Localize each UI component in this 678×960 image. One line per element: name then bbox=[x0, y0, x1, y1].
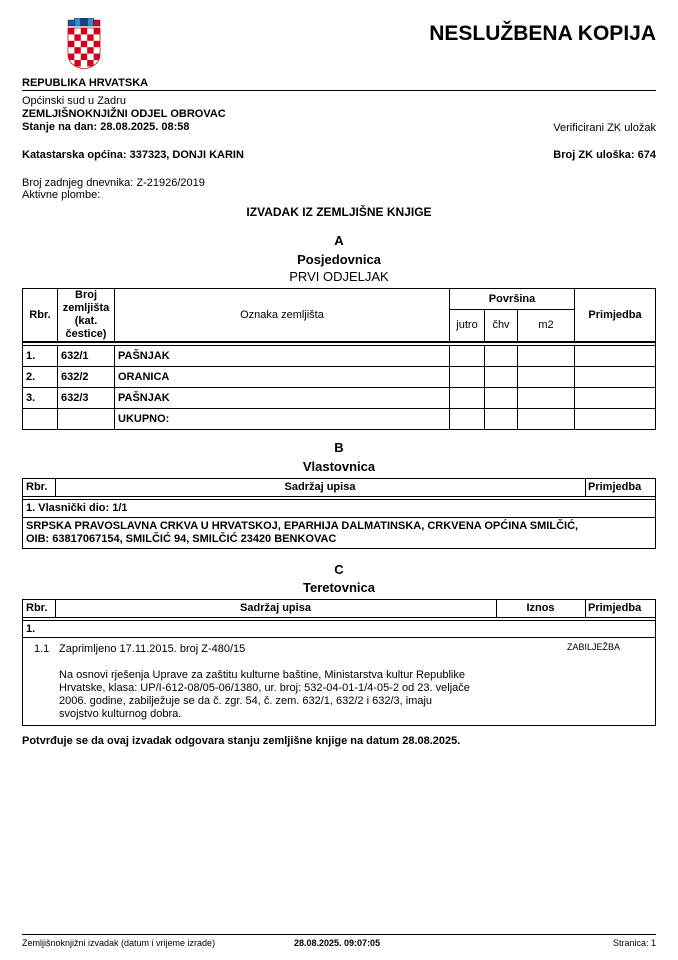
col-rbr: Rbr. bbox=[26, 481, 48, 493]
row-oznaka: PAŠNJAK bbox=[115, 388, 450, 409]
extract-title: IZVADAK IZ ZEMLJIŠNE KNJIGE bbox=[246, 205, 432, 219]
row-broj: 632/3 bbox=[58, 388, 115, 409]
col-broj: Broj zemljišta (kat. čestice) bbox=[58, 289, 115, 343]
col-primjedba: Primjedba bbox=[588, 602, 642, 614]
col-chv: čhv bbox=[485, 309, 518, 342]
section-b-name: Vlastovnica bbox=[302, 459, 376, 474]
received-line: Zaprimljeno 17.11.2015. broj Z-480/15 bbox=[59, 643, 246, 655]
confirmation-text: Potvrđuje se da ovaj izvadak odgovara stanju zemljišne knjige na datum 28.08.2025. bbox=[22, 735, 461, 747]
owner-name: SRPSKA PRAVOSLAVNA CRKVA U HRVATSKOJ, EPARHIJA DALMATINSKA, CRKVENA OPĆINA SMILČIĆ, OIB: 63817067154, SMILČIĆ 94, SMILČIĆ 23420 BENKOVAC bbox=[26, 520, 579, 545]
header-divider bbox=[22, 90, 656, 91]
col-sadrzaj: Sadržaj upisa bbox=[240, 602, 311, 614]
entry-note: ZABILJEŽBA bbox=[567, 642, 621, 652]
encumbrance-table bbox=[22, 599, 656, 726]
row-rbr: 1. bbox=[23, 346, 58, 367]
ownership-share: 1. Vlasnički dio: 1/1 bbox=[26, 502, 128, 514]
document-title: NESLUŽBENA KOPIJA bbox=[429, 22, 656, 45]
total-label: UKUPNO: bbox=[115, 409, 450, 430]
footer-center: 28.08.2025. 09:07:05 bbox=[294, 938, 381, 948]
footer-left: Zemljišnoknjižni izvadak (datum i vrijeme izrade) bbox=[22, 938, 216, 948]
total-row bbox=[23, 409, 656, 430]
col-m2: m2 bbox=[518, 309, 575, 342]
table-row bbox=[23, 367, 656, 388]
country-name: REPUBLIKA HRVATSKA bbox=[22, 77, 149, 89]
croatian-coat-of-arms bbox=[67, 18, 101, 70]
section-b-letter: B bbox=[334, 440, 344, 455]
table-row bbox=[23, 346, 656, 367]
col-rbr: Rbr. bbox=[26, 602, 48, 614]
footer-divider bbox=[22, 934, 656, 935]
col-rbr: Rbr. bbox=[23, 289, 58, 343]
last-diary: Broj zadnjeg dnevnika: Z-21926/2019 bbox=[22, 177, 205, 189]
col-sadrzaj: Sadržaj upisa bbox=[284, 481, 356, 493]
verified-label: Verificirani ZK uložak bbox=[553, 122, 656, 134]
col-iznos: Iznos bbox=[526, 602, 555, 614]
section-a-name: Posjedovnica bbox=[297, 252, 381, 267]
entry-number: 1. bbox=[26, 623, 36, 635]
row-rbr: 3. bbox=[23, 388, 58, 409]
col-jutro: jutro bbox=[450, 309, 485, 342]
col-primjedba: Primjedba bbox=[575, 289, 656, 343]
col-povrsina: Površina bbox=[450, 289, 575, 310]
section-a-letter: A bbox=[334, 233, 344, 248]
status-date: Stanje na dan: 28.08.2025. 08:58 bbox=[22, 121, 190, 133]
zk-number: Broj ZK uloška: 674 bbox=[553, 149, 656, 161]
cadastral-municipality: Katastarska općina: 337323, DONJI KARIN bbox=[22, 149, 244, 161]
court-name: Općinski sud u Zadru bbox=[22, 95, 126, 107]
entry-text: Na osnovi rješenja Uprave za zaštitu kulturne baštine, Ministarstva kultur Republike Hrvatske, klasa: UP/I-612-08/05-06/1380, ur. broj: 532-04-01-1/4-05-2 od 23. veljače 2006. godine, zabilježuje se da č. zgr. 54, č. zem. 632/1, 632/2 i 632/3, imaju svojstvo kulturnog dobra. bbox=[59, 669, 470, 720]
row-oznaka: PAŠNJAK bbox=[115, 346, 450, 367]
sub-entry-number: 1.1 bbox=[34, 643, 50, 655]
section-c-name: Teretovnica bbox=[302, 580, 375, 595]
possession-table bbox=[22, 288, 656, 430]
row-broj: 632/1 bbox=[58, 346, 115, 367]
section-a-subname: PRVI ODJELJAK bbox=[289, 269, 389, 284]
active-seals: Aktivne plombe: bbox=[22, 189, 101, 201]
row-rbr: 2. bbox=[23, 367, 58, 388]
col-oznaka: Oznaka zemljišta bbox=[115, 289, 450, 343]
footer-right: Stranica: 1 bbox=[612, 938, 656, 948]
row-oznaka: ORANICA bbox=[115, 367, 450, 388]
row-broj: 632/2 bbox=[58, 367, 115, 388]
section-c-letter: C bbox=[334, 562, 344, 577]
department-name: ZEMLJIŠNOKNJIŽNI ODJEL OBROVAC bbox=[22, 108, 226, 120]
ownership-table bbox=[22, 478, 656, 549]
col-primjedba: Primjedba bbox=[588, 481, 642, 493]
table-row bbox=[23, 388, 656, 409]
